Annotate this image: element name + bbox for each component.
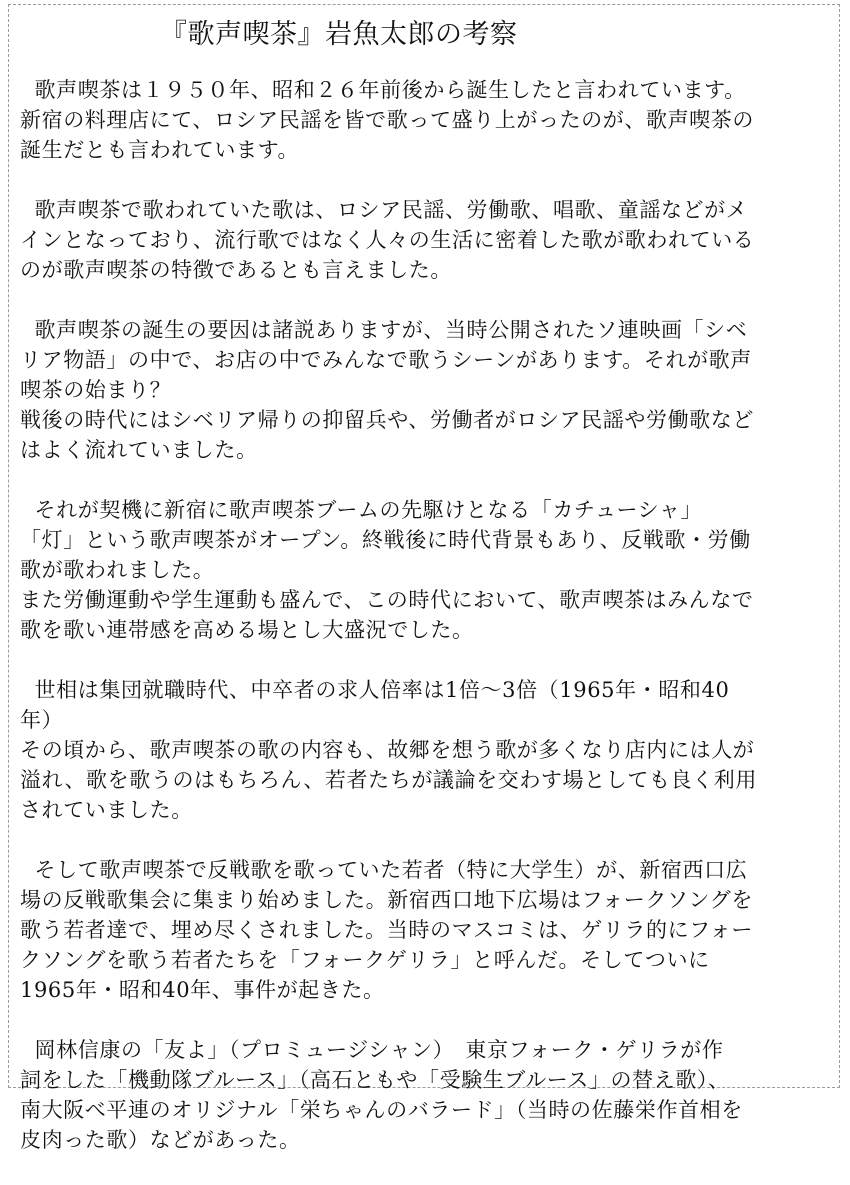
text-line: 新宿の料理店にて、ロシア民謡を皆で歌って盛り上がったのが、歌声喫茶の [20,108,754,132]
text-line: 「灯」という歌声喫茶がオープン。終戦後に時代背景もあり、反戦歌・労働 [20,528,751,552]
text-line: その頃から、歌声喫茶の歌の内容も、故郷を想う歌が多くなり店内には人が [20,738,755,762]
text-line: リア物語」の中で、お店の中でみんなで歌うシーンがあります。それが歌声 [20,348,752,372]
text-line: 歌う若者達で、埋め尽くされました。当時のマスコミは、ゲリラ的にフォー [20,918,753,942]
text-line: 歌を歌い連帯感を高める場とし大盛況でした。 [20,618,474,642]
document-title: 『歌声喫茶』岩魚太郎の考察 [160,19,518,50]
text-line: 溢れ、歌を歌うのはもちろん、若者たちが議論を交わす場としても良く利用 [20,768,757,792]
paragraph-4 [20,495,832,645]
text-line: それが契機に新宿に歌声喫茶ブームの先駆けとなる「カチューシャ」 [20,498,703,522]
text-line: 詞をした「機動隊ブルース」（高石ともや「受験生ブルース」の替え歌）、 [20,1068,730,1092]
text-line: のが歌声喫茶の特徴であるとも言えました。 [20,258,452,282]
text-line: 歌声喫茶は１９５０年、昭和２６年前後から誕生したと言われています。 [20,78,746,102]
text-line: 誕生だとも言われています。 [20,138,300,162]
text-line: 南大阪べ平連のオリジナル「栄ちゃんのバラード」（当時の佐藤栄作首相を [20,1098,743,1122]
text-line: 皮肉った歌）などがあった。 [20,1128,301,1152]
text-line: されていました。 [20,798,193,822]
text-line: 喫茶の始まり？ [20,378,172,402]
paragraph-6 [20,855,832,1005]
text-line: 戦後の時代にはシベリア帰りの抑留兵や、労働者がロシア民謡や労働歌など [20,408,754,432]
text-line: 歌が歌われました。 [20,558,215,582]
text-line: はよく流れていました。 [20,438,258,462]
document-body [20,75,832,1185]
paragraph-7 [20,1035,832,1155]
text-line: クソングを歌う若者たちを「フォークゲリラ」と呼んだ。そしてついに [20,948,710,972]
paragraph-2 [20,195,832,285]
paragraph-3 [20,315,832,465]
paragraph-5 [20,675,832,825]
text-line: 歌声喫茶で歌われていた歌は、ロシア民謡、労働歌、唱歌、童謡などがメ [20,198,748,222]
text-line: 歌声喫茶の誕生の要因は諸説ありますが、当時公開されたソ連映画「シベ [20,318,748,342]
paragraph-1 [20,75,832,165]
text-line: 1965年・昭和40年、事件が起きた。 [20,978,385,1002]
text-line: また労働運動や学生運動も盛んで、この時代において、歌声喫茶はみんなで [20,588,754,612]
text-line: 年） [20,708,64,732]
text-line: 世相は集団就職時代、中卒者の求人倍率は1倍～3倍（1965年・昭和40 [20,678,730,702]
text-line: 場の反戦歌集会に集まり始めました。新宿西口地下広場はフォークソングを [20,888,753,912]
text-line: インとなっており、流行歌ではなく人々の生活に密着した歌が歌われている [20,228,755,252]
text-line: 岡林信康の「友よ」（プロミュージシャン） 東京フォーク・ゲリラが作 [20,1038,724,1062]
text-line: そして歌声喫茶で反戦歌を歌っていた若者（特に大学生）が、新宿西口広 [20,858,748,882]
